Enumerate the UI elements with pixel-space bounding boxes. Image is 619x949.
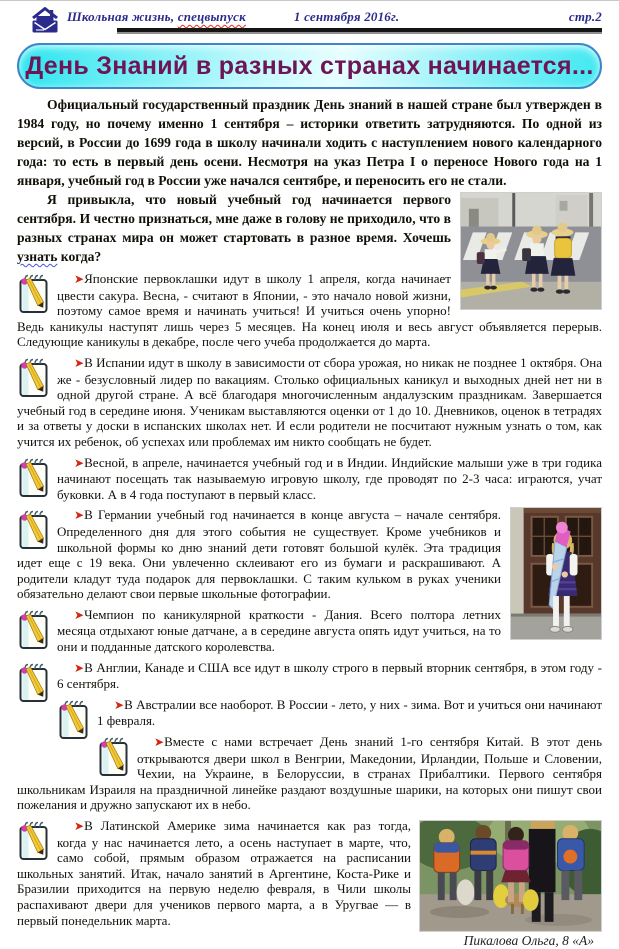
country-item-india: [17, 455, 602, 503]
notepad-pencil-icon: [17, 457, 50, 498]
item-text: В Германии учебный год начинается в конце августа – начале сентября. Определенного дня для этого события не существует. Кроме учебников и школьной формы ко дню знаний дети готовят большой кулёк. Эта традиция идет еще с 19 века. Они увлеченно склеивают его из бумаги и раскрашивают. А родители кладут туда подарок для первоклашки. С таким кульком в руках ученики обязательно делают свои первые школьные фотографии.: [17, 507, 501, 602]
arrow-bullet-icon: ➤: [74, 819, 85, 833]
arrow-bullet-icon: ➤: [114, 697, 125, 712]
issue-date: 1 сентября 2016г.: [293, 9, 400, 24]
item-text: Японские первоклашки идут в школу 1 апреля, когда начинает цвести сакура. Весна, - считают в Японии, - это начало новой жизни, поэтому самое время и начинать учиться! И учиться очень упорно! Ведь каникулы наступят лишь через 5 месяцев. На конец июля и весь август объявляется перерыв. Следующие каникулы в декабре, после чего учеба продолжается до марта.: [17, 271, 602, 350]
arrow-bullet-icon: ➤: [74, 355, 85, 370]
intro-section: [17, 95, 602, 266]
arrow-bullet-icon: ➤: [74, 607, 85, 622]
country-item-australia: [17, 697, 602, 729]
arrow-bullet-icon: ➤: [74, 272, 85, 286]
intro-paragraph-2-text: Я привыкла, что новый учебный год начинается первого сентября. И честно признаться, мне даже в голову не приходило, что в разных странах мира он может стартовать в разное время. Хочешь: [17, 192, 451, 245]
page-number: стр.2: [568, 9, 602, 24]
item-text: Вместе с нами встречает День знаний 1-го сентября Китай. В этот день открываются двери школ в Венгрии, Македонии, Ирландии, Польше и Словении, Чехии, на Украине, в Белоруссии, в странах Прибалтики. Первого сентября школьникам Израиля на праздничной линейке раздают воздушные шарики, на которых они пишут свои пожелания и дружно запускают их в небо.: [17, 734, 602, 813]
intro-paragraph-1: Официальный государственный праздник День знаний в нашей стране был утвержден в 1984 году, но почему именно 1 сентября – историки ответить затрудняются. По одной из версий, в России до 1699 года в школу начинали ходить с наступлением нового календарного года: то есть в первый день осени. Несмотря на указ Петра I о переносе Нового года на 1 января, учебный год в России уже начался сентябре, и переносить его не стали.: [17, 97, 602, 188]
notepad-pencil-icon: [17, 273, 50, 314]
japanese-schoolgirls-photo: [460, 192, 602, 310]
arrow-bullet-icon: ➤: [74, 660, 85, 675]
intro-paragraph-2-tail: когда?: [57, 249, 102, 264]
notepad-pencil-icon: [57, 699, 90, 740]
kids-with-backpacks-photo: [419, 820, 602, 931]
country-item-germany: [17, 507, 602, 602]
item-text: В Латинской Америке зима начинается как раз тогда, когда у нас начинается лето, а осень наступает в марте, что, само собой, прямым образом отражается на расписании школьных занятий. Итак, начало занятий в Аргентине, Коста-Рике и Бразилии приходится на первую неделю февраля, в Чили школы распахивают двери для учеников первого марта, а в Уругвае — в первый понедельник марта.: [17, 818, 411, 928]
arrow-bullet-icon: ➤: [74, 455, 85, 470]
school-logo-icon: [30, 6, 60, 34]
country-item-spain: [17, 355, 602, 450]
item-text: В Австралии все наоборот. В России - лето, у них - зима. Вот и учиться они начинают 1 февраля.: [97, 696, 602, 729]
article-title: День Знаний в разных странах начинается...: [25, 51, 594, 80]
country-item-latin-america: [17, 818, 602, 928]
item-text: Весной, в апреле, начинается учебный год и в Индии. Индийские малыши уже в три годика начинают посещать так называемую игровую школу, где проводят по 2-3 часа: играются, учат буковки. А в 4 года поступают в первый класс.: [57, 454, 602, 502]
newspaper-title: Школьная жизнь, спецвыпуск: [67, 9, 246, 24]
arrow-bullet-icon: ➤: [74, 508, 85, 523]
newspaper-page: [0, 1, 619, 948]
item-text: Чемпион по каникулярной краткости - Дания. Всего полтора летних месяца отдыхают юные датчане, а в середине августа опять идут учиться, на то они и подданные датского королевства.: [57, 606, 501, 655]
country-item-england-canada-usa: [17, 660, 602, 692]
notepad-pencil-icon: [97, 736, 130, 777]
notepad-pencil-icon: [17, 662, 50, 703]
notepad-pencil-icon: [17, 509, 50, 550]
item-text: В Испании идут в школу в зависимости от сбора урожая, но никак не позднее 1 октября. Она же - безусловный лидер по вакациям. Столько официальных каникул и выходных дней нет ни в одной другой стране. А всё благодаря многочисленным андалузским праздникам. Завершается учебный год в середине июня. Ученикам выставляются оценки от 1 до 10. Дневников, оценок в тетрадях и за ответы у доски в испанских школах нет. И если родители не посчитают нужным узнать о том, как учится их ребенок, об успехах или проблемах им никто сообщать не будет.: [17, 354, 602, 449]
arrow-bullet-icon: ➤: [154, 735, 165, 750]
article-title-banner: [17, 43, 602, 89]
grammar-underlined-word: узнать: [17, 249, 58, 264]
notepad-pencil-icon: [17, 357, 50, 398]
girl-with-school-cone-photo: [510, 507, 602, 641]
author-signature: Пикалова Ольга, 8 «А»: [463, 933, 594, 948]
item-text: В Англии, Канаде и США все идут в школу строго в первый вторник сентября, в этом году - 6 сентября.: [57, 659, 602, 692]
notepad-pencil-icon: [17, 609, 50, 650]
article-body: [17, 95, 602, 949]
country-item-china: [17, 734, 602, 813]
newspaper-subtitle: спецвыпуск: [177, 9, 246, 24]
header-divider: [117, 28, 602, 34]
page-header: [17, 4, 602, 36]
